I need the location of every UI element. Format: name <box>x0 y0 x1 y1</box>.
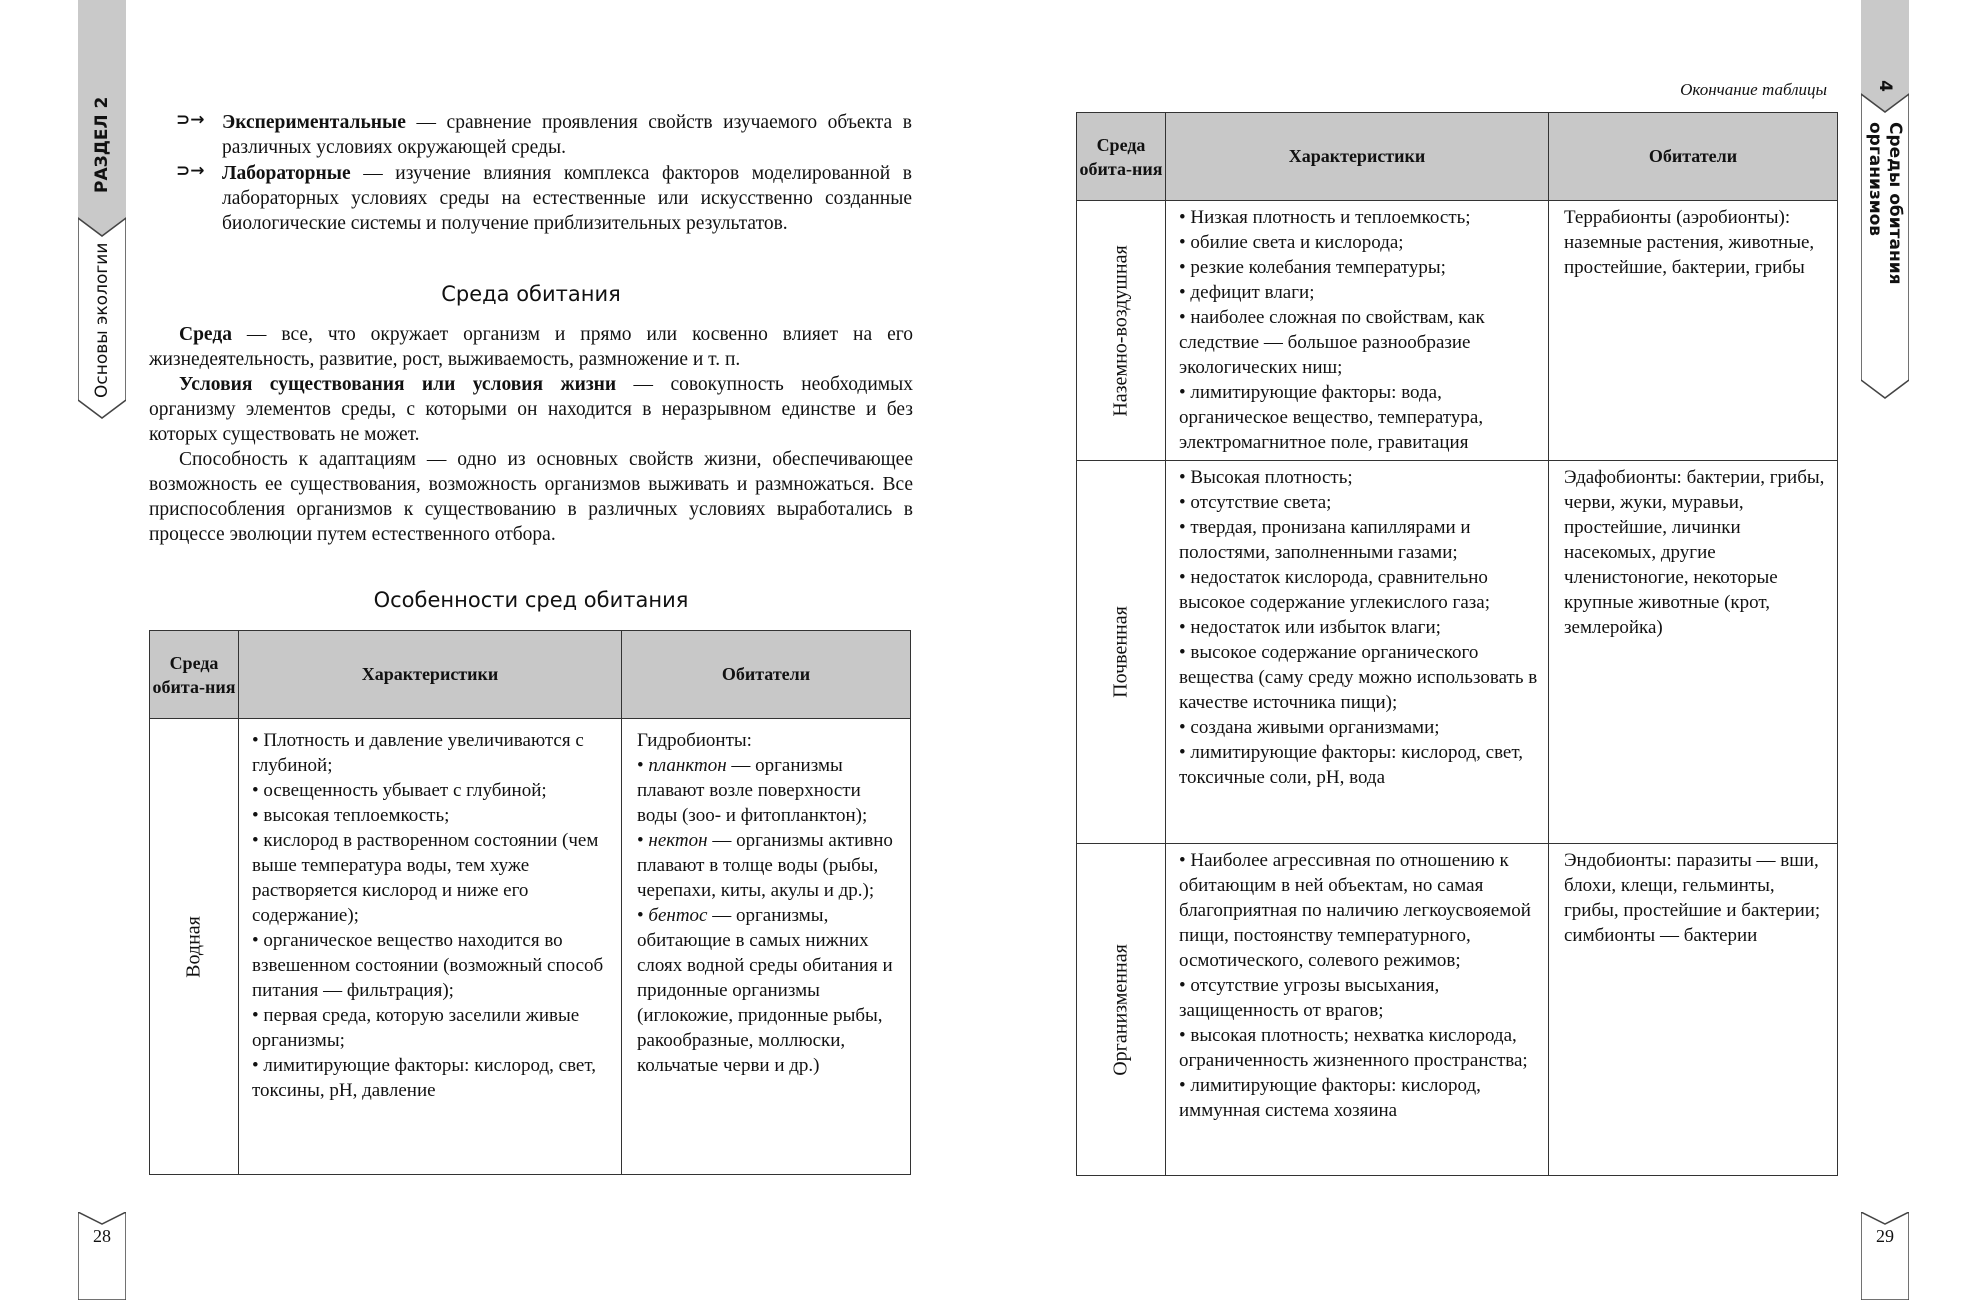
inhabitants-cell <box>1549 844 1838 1176</box>
inhabitants-text: Эдафобионты: бактерии, грибы, черви, жуки, муравьи, простейшие, личинки насекомых, другие членистоногие, некоторые крупные животные (крот, землеройка) <box>1564 467 1825 638</box>
characteristics-cell <box>1166 461 1549 844</box>
characteristic-item: • недостаток или избыток влаги; <box>1179 617 1441 638</box>
characteristic-item: • недостаток кислорода, сравнительно высокое содержание углекислого газа; <box>1179 567 1490 613</box>
characteristics-cell <box>1166 201 1549 461</box>
characteristic-item: • отсутствие угрозы высыхания, защищенность от врагов; <box>1179 975 1440 1021</box>
page-number: 29 <box>1876 1226 1894 1246</box>
characteristic-item: • лимитирующие факторы: кислород, свет, токсичные соли, pH, вода <box>1179 742 1523 788</box>
env-cell <box>150 719 239 1175</box>
characteristic-item: • Низкая плотность и теплоемкость; <box>1179 207 1471 228</box>
section-label: РАЗДЕЛ 2 <box>92 96 112 194</box>
characteristic-item: • обилие света и кислорода; <box>1179 232 1404 253</box>
env-cell <box>1077 461 1166 844</box>
header-env: Среда обита-ния <box>150 631 239 719</box>
characteristic-item: • лимитирующие факторы: кислород, иммунная система хозяина <box>1179 1075 1481 1121</box>
table-row <box>1077 461 1838 844</box>
characteristics-cell <box>1166 844 1549 1176</box>
table-continuation-label: Окончание таблицы <box>1680 80 1827 99</box>
chapter-ribbon <box>1861 0 1909 430</box>
characteristic-item: • освещенность убывает с глубиной; <box>252 780 547 801</box>
inhabitants-text: Террабионты (аэробионты): наземные растения, животные, простейшие, бактерии, грибы <box>1564 207 1815 278</box>
characteristic-item: • кислород в растворенном состоянии (чем выше температура воды, тем хуже растворяется кислород и ниже его содержание); <box>252 830 599 926</box>
characteristic-item: • твердая, пронизана капиллярами и полостями, заполненными газами; <box>1179 517 1471 563</box>
header-inhabitants: Обитатели <box>1549 113 1838 201</box>
section-ribbon <box>78 0 126 430</box>
characteristics-cell <box>239 719 622 1175</box>
header-characteristics: Характеристики <box>239 631 622 719</box>
inhabitants-cell <box>1549 201 1838 461</box>
method-item: Лабораторные — изучение влияния комплекса факторов моделированной в лабораторных условиях среды на естественные или искусственно созданные биологические системы и получение приблизительных результатов. <box>222 163 912 234</box>
inhabitant-item: • планктон — организмы плавают возле поверхности воды (зоо- и фитопланктон); <box>637 755 868 826</box>
characteristic-item: • Плотность и давление увеличиваются с глубиной; <box>252 730 584 776</box>
table-row <box>1077 844 1838 1176</box>
characteristic-item: • отсутствие света; <box>1179 492 1332 513</box>
characteristic-item: • наиболее сложная по свойствам, как следствие — большое разнообразие экологических ниш; <box>1179 307 1485 378</box>
inhabitants-intro: Гидробионты: <box>637 730 752 751</box>
definition-paragraph: Условия существования или условия жизни — совокупность необходимых организму элементов среды, с которыми он находится в неразрывном единстве и без которых существовать не может. <box>149 374 913 445</box>
env-label: Организменная <box>1109 943 1132 1076</box>
characteristic-item: • лимитирующие факторы: вода, органическое вещество, температура, электромагнитное поле, гравитация <box>1179 382 1484 453</box>
arrow-bullet-icon: ⊃→ <box>176 110 205 130</box>
characteristic-item: • создана живыми организмами; <box>1179 717 1440 738</box>
env-cell <box>1077 844 1166 1176</box>
characteristic-item: • высокое содержание органического вещества (саму среду можно использовать в качестве источника пищи); <box>1179 642 1538 713</box>
inhabitants-cell <box>622 719 911 1175</box>
header-inhabitants: Обитатели <box>622 631 911 719</box>
characteristic-item: • резкие колебания температуры; <box>1179 257 1446 278</box>
characteristic-item: • Высокая плотность; <box>1179 467 1353 488</box>
inhabitant-item: • бентос — организмы, обитающие в самых нижних слоях водной среды обитания и придонные организмы (иглокожие, придонные рыбы, ракообразные, моллюски, кольчатые черви и др.) <box>637 905 893 1076</box>
characteristic-item: • Наиболее агрессивная по отношению к обитающим в ней объектам, но самая благоприятная по наличию легкоусвояемой пищи, постоянству температурного, осмотического, солевого режимов; <box>1179 850 1531 971</box>
inhabitants-text: Эндобионты: паразиты — вши, блохи, клещи, гельминты, грибы, простейшие и бактерии; симбионты — бактерии <box>1564 850 1821 946</box>
table-row <box>150 719 911 1175</box>
inhabitant-item: • нектон — организмы активно плавают в толще воды (рыбы, черепахи, киты, акулы и др.); <box>637 830 893 901</box>
table-header-row <box>1077 113 1838 201</box>
arrow-bullet-icon: ⊃→ <box>176 161 205 181</box>
section-heading: Среда обитания <box>441 282 621 306</box>
habitat-table <box>149 630 911 1175</box>
inhabitants-cell <box>1549 461 1838 844</box>
table-title: Особенности сред обитания <box>373 588 689 612</box>
table-header-row <box>150 631 911 719</box>
characteristic-item: • органическое вещество находится во взвешенном состоянии (возможный способ питания — фильтрация); <box>252 930 604 1001</box>
body-paragraph: Способность к адаптациям — одно из основных свойств жизни, обеспечивающее возможность ее существования, возможность организмов выживать и размножаться. Все приспособления организмов к существованию в различных условиях выработались в процессе эволюции путем естественного отбора. <box>149 449 913 545</box>
table-row <box>1077 201 1838 461</box>
habitat-table-continued <box>1076 112 1838 1176</box>
method-item: Экспериментальные — сравнение проявления свойств изучаемого объекта в различных условиях окружающей среды. <box>222 112 912 158</box>
chapter-title: Среды обитания организмов <box>1865 122 1905 285</box>
env-label: Почвенная <box>1109 606 1132 698</box>
header-env: Среда обита-ния <box>1077 113 1166 201</box>
env-label: Водная <box>182 915 205 978</box>
chapter-number: 4 <box>1875 80 1895 92</box>
page-number: 28 <box>93 1226 111 1246</box>
characteristic-item: • первая среда, которую заселили живые организмы; <box>252 1005 580 1051</box>
definition-paragraph: Среда — все, что окружает организм и прямо или косвенно влияет на его жизнедеятельность, развитие, рост, выживаемость, размножение и т. п. <box>149 324 913 370</box>
characteristic-item: • высокая теплоемкость; <box>252 805 450 826</box>
section-subtitle: Основы экологии <box>92 242 112 398</box>
right-page <box>987 0 1974 1300</box>
header-characteristics: Характеристики <box>1166 113 1549 201</box>
characteristic-item: • лимитирующие факторы: кислород, свет, токсины, pH, давление <box>252 1055 596 1101</box>
characteristic-item: • высокая плотность; нехватка кислорода, ограниченность жизненного пространства; <box>1179 1025 1528 1071</box>
env-cell <box>1077 201 1166 461</box>
characteristic-item: • дефицит влаги; <box>1179 282 1315 303</box>
env-label: Наземно-воздушная <box>1109 244 1132 417</box>
